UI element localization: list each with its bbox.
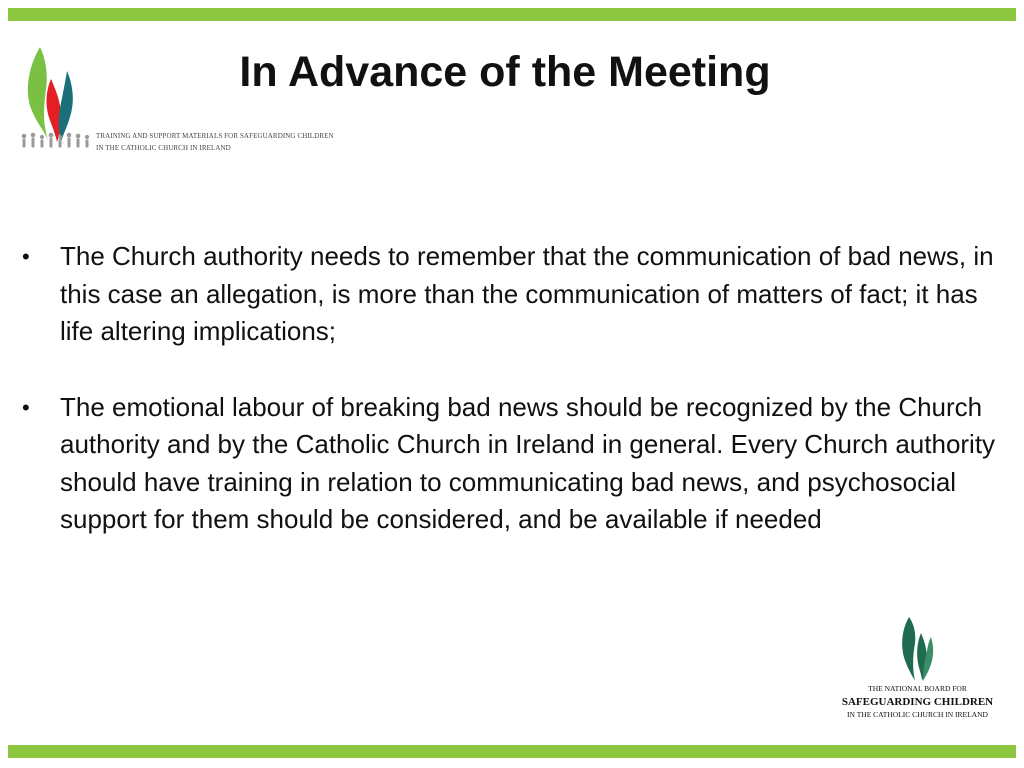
logo-tagline: [96, 130, 334, 154]
bullet-item: [20, 389, 1005, 539]
bullet-text: The Church authority needs to remember that the communication of bad news, in this case an allegation, is more than the communication of matters of fact; it has life altering implications;: [60, 241, 994, 346]
bullet-text: The emotional labour of breaking bad news should be recognized by the Church authority and by the Catholic Church in Ireland in general. Every Church authority should have training in relation to communicating bad news, and psychosocial support for them should be considered, and be available if needed: [60, 391, 996, 534]
bottom-accent-bar: [8, 745, 1016, 758]
org-line-2: SAFEGUARDING CHILDREN: [841, 696, 994, 708]
tagline-line-2: IN THE CATHOLIC CHURCH IN IRELAND: [96, 144, 231, 152]
bullet-marker: •: [22, 244, 30, 269]
top-accent-bar: [8, 8, 1016, 21]
bullet-marker: •: [22, 394, 30, 420]
org-name-block: [820, 684, 1015, 720]
tagline-line-1: TRAINING AND SUPPORT MATERIALS FOR SAFEGUARDING CHILDREN: [96, 132, 334, 140]
slide-title: In Advance of the Meeting: [239, 48, 771, 96]
org-line-3: IN THE CATHOLIC CHURCH IN IRELAND: [847, 710, 988, 719]
bullet-list: [20, 238, 1005, 577]
bullet-item: [20, 238, 1005, 351]
flame-logo-icon: [895, 615, 939, 683]
org-line-1: THE NATIONAL BOARD FOR: [868, 684, 967, 693]
